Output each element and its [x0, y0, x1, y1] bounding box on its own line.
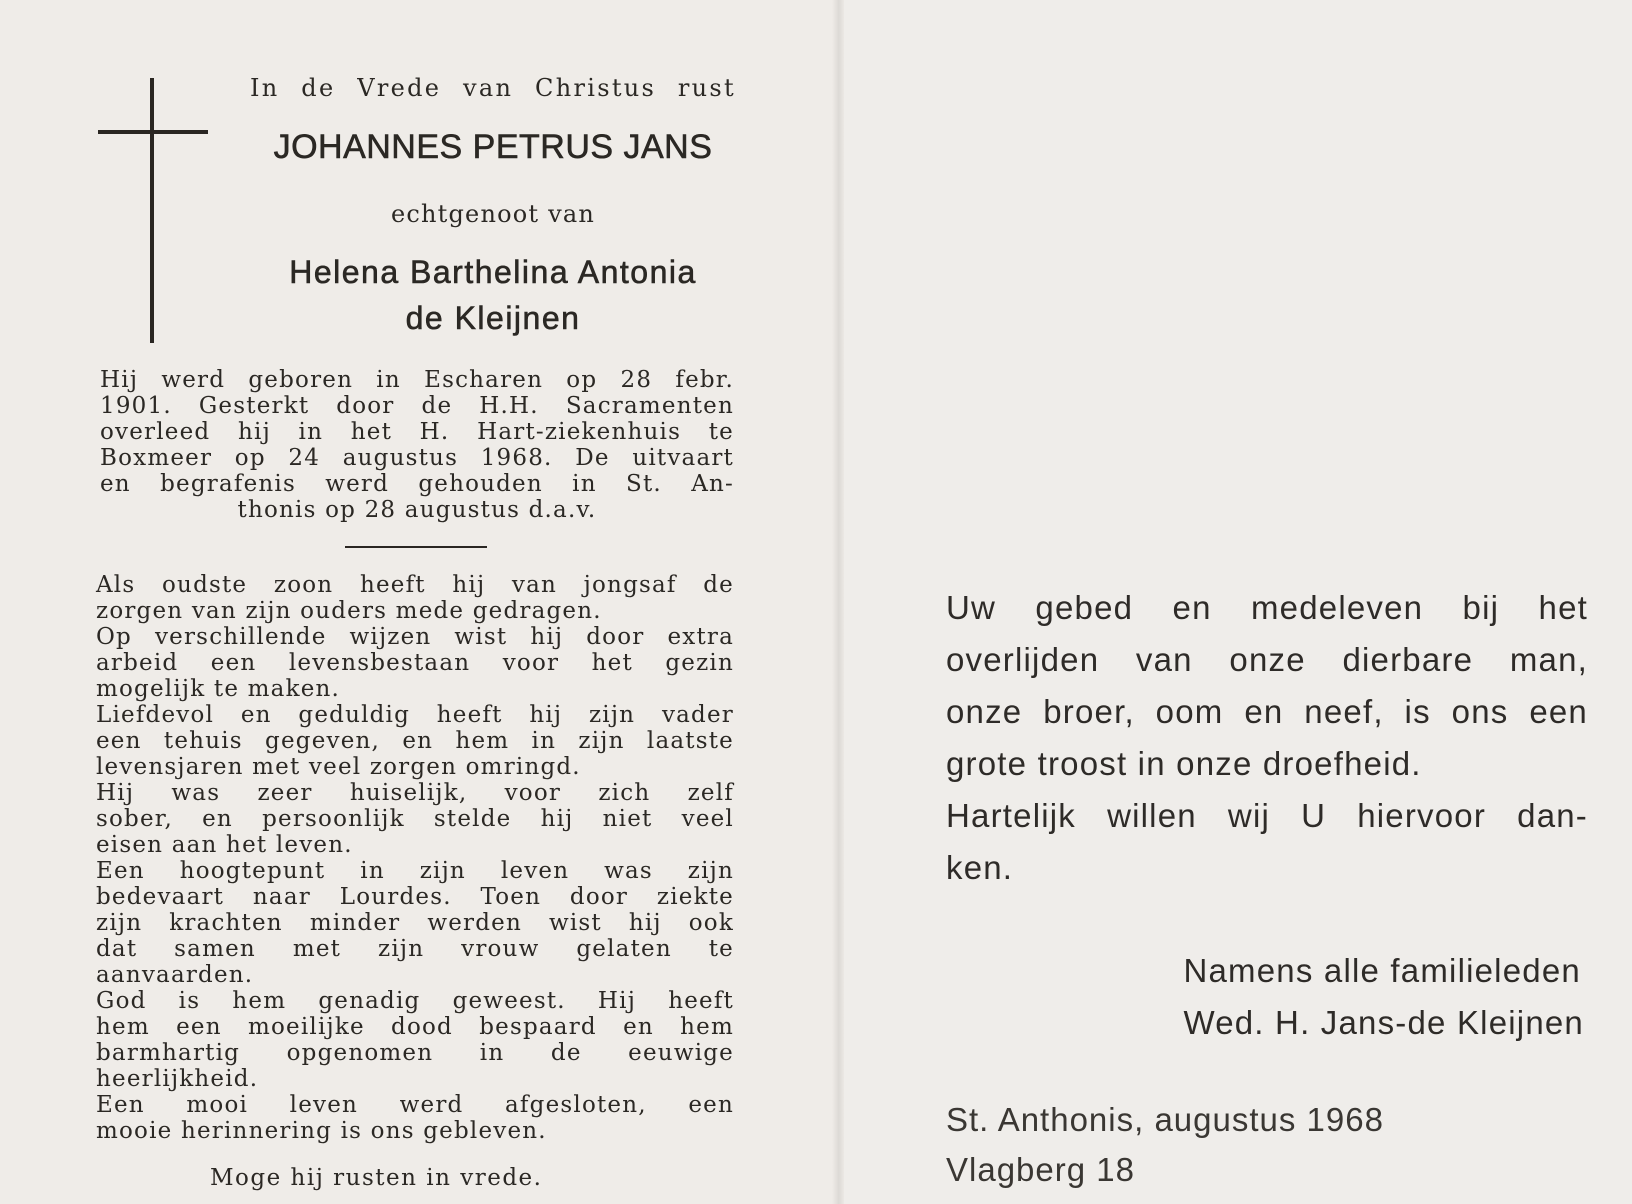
card-fold — [832, 0, 844, 1204]
deceased-name: JOHANNES PETRUS JANS — [273, 128, 713, 166]
biography-line: thonis op 28 augustus d.a.v. — [237, 497, 597, 523]
tribute-line: Hij was zeer huiselijk, voor zich zelf — [96, 780, 734, 806]
relation-text: echtgenoot van — [390, 200, 596, 228]
tribute-line: Een hoogtepunt in zijn leven was zijn — [96, 858, 734, 884]
tribute-line: Op verschillende wijzen wist hij door extra — [96, 624, 734, 650]
thanks-paragraph — [946, 582, 1588, 894]
tribute-line: aanvaarden. — [96, 962, 254, 988]
signature-line: Namens alle familieleden — [1183, 952, 1581, 989]
address: Vlagberg 18 — [946, 1151, 1135, 1188]
tribute-line: eisen aan het leven. — [96, 832, 353, 858]
thanks-line: grote troost in onze droefheid. — [946, 745, 1422, 782]
tribute-line: Een mooi leven werd afgesloten, een — [96, 1092, 734, 1118]
tribute-line: mooie herinnering is ons gebleven. — [96, 1118, 547, 1144]
tribute-line: zorgen van zijn ouders mede gedragen. — [96, 598, 602, 624]
separator-rule — [345, 546, 487, 548]
biography-line: overleed hij in het H. Hart-ziekenhuis te — [100, 419, 734, 445]
tribute-line: bedevaart naar Lourdes. Toen door ziekte — [96, 884, 734, 910]
closing-blessing: Moge hij rusten in vrede. — [210, 1165, 543, 1191]
header-text: In de Vrede van Christus rust — [250, 74, 736, 102]
place-date: St. Anthonis, augustus 1968 — [946, 1101, 1384, 1138]
thanks-line: Uw gebed en medeleven bij het — [946, 589, 1588, 626]
tribute-line: sober, en persoonlijk stelde hij niet veel — [96, 806, 734, 832]
tribute-line: mogelijk te maken. — [96, 676, 341, 702]
tribute-line: dat samen met zijn vrouw gelaten te — [96, 936, 734, 962]
thanks-line: overlijden van onze dierbare man, — [946, 641, 1588, 678]
place-and-address — [946, 1095, 1384, 1195]
thanks-line: ken. — [946, 849, 1014, 886]
cross-icon-vertical — [150, 78, 154, 343]
tribute-line: zijn krachten minder werden wist hij ook — [96, 910, 734, 936]
signature-name: Wed. H. Jans-de Kleijnen — [1183, 1004, 1584, 1041]
tribute-line: hem een moeilijke dood bespaard en hem — [96, 1014, 734, 1040]
tribute-line: arbeid een levensbestaan voor het gezin — [96, 650, 734, 676]
tribute-line: God is hem genadig geweest. Hij heeft — [96, 988, 734, 1014]
cross-icon-horizontal — [98, 130, 208, 134]
biography-line: en begrafenis werd gehouden in St. An- — [100, 471, 734, 497]
signature-block — [1183, 945, 1584, 1049]
tribute-line: een tehuis gegeven, en hem in zijn laatste — [96, 728, 734, 754]
tribute-line: Als oudste zoon heeft hij van jongsaf de — [96, 572, 734, 598]
spouse-name-line2: de Kleijnen — [405, 300, 581, 336]
biography-line: 1901. Gesterkt door de H.H. Sacramenten — [100, 393, 734, 419]
tribute-line: heerlijkheid. — [96, 1066, 259, 1092]
biography-line: Hij werd geboren in Escharen op 28 febr. — [100, 367, 734, 393]
biography-line: Boxmeer op 24 augustus 1968. De uitvaart — [100, 445, 734, 471]
tribute-paragraph — [96, 572, 734, 1144]
tribute-line: barmhartig opgenomen in de eeuwige — [96, 1040, 734, 1066]
spouse-name-line1: Helena Barthelina Antonia — [289, 254, 697, 290]
tribute-line: levensjaren met veel zorgen omringd. — [96, 754, 581, 780]
thanks-line: Hartelijk willen wij U hiervoor dan- — [946, 797, 1588, 834]
tribute-line: Liefdevol en geduldig heeft hij zijn vader — [96, 702, 734, 728]
thanks-line: onze broer, oom en neef, is ons een — [946, 693, 1588, 730]
biography-paragraph — [100, 367, 734, 523]
